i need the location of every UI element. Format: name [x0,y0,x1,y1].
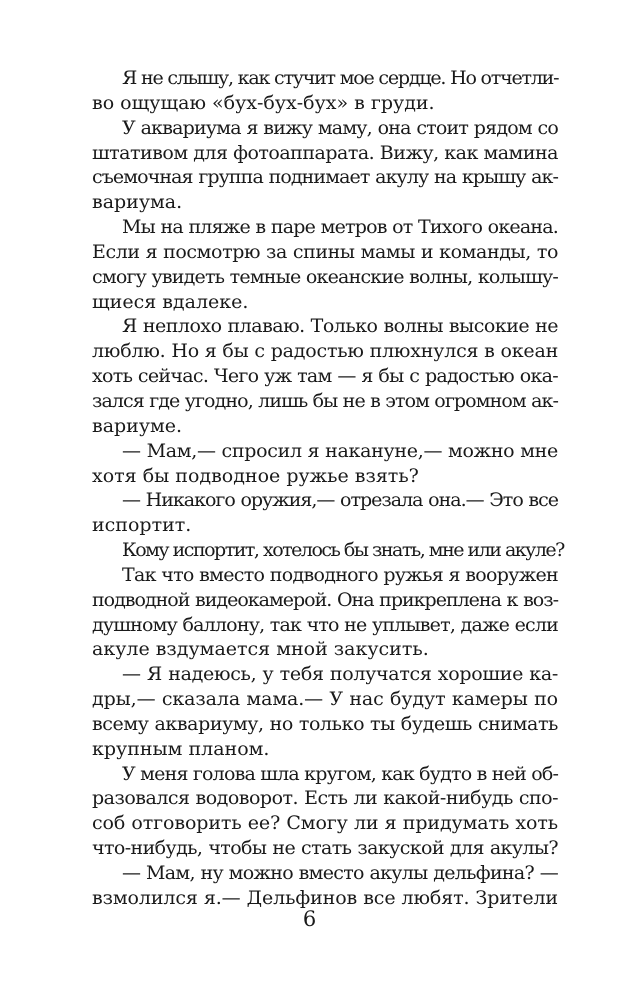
text-line: Мы на пляже в паре метров от Тихого океана. [122,216,558,239]
text-line: Так что вместо подводного ружья я вооружен [122,563,558,586]
text-line: щиеся вдалеке. [92,290,249,313]
text-line: У аквариума я вижу маму, она стоит рядом со [122,116,558,139]
text-line: люблю. Но я бы с радостью плюхнулся в океан [92,340,559,363]
text-line: У меня голова шла кругом, как будто в ней об- [122,762,559,785]
text-line: — Мам,— спросил я накануне,— можно мне [122,439,558,462]
text-line: зался где угодно, лишь бы не в этом огромном ак- [92,389,558,412]
text-line: хоть сейчас. Чего уж там — я бы с радостью ока- [92,365,558,388]
text-line: что-нибудь, чтобы не стать закуской для акулы? [92,837,558,860]
text-line: соб отговорить ее? Смогу ли я придумать хоть [92,812,558,835]
text-line: штативом для фотоаппарата. Вижу, как мамина [92,141,558,164]
text-line: акуле вздумается мной закусить. [92,638,429,661]
body-text [92,66,564,911]
text-line: дры,— сказала мама.— У нас будут камеры по [92,688,558,711]
text-line: подводной видеокамерой. Она прикреплена к воз- [92,588,558,611]
text-line: всему аквариуму, но только ты будешь снимать [92,712,558,735]
text-line: крупным планом. [92,737,270,760]
text-line: смогу увидеть темные океанские волны, колышу- [92,265,558,288]
text-line: Я не слышу, как стучит мое сердце. Но отчетли- [122,67,559,89]
text-line: испортит. [92,514,192,537]
text-line: Кому испортит, хотелось бы знать, мне или акуле? [122,539,564,562]
text-line: взмолился я.— Дельфинов все любят. Зрители [92,886,558,909]
text-line: — Мам, ну можно вместо акулы дельфина? — [122,862,558,884]
text-line: Если я посмотрю за спины мамы и команды, то [92,240,558,263]
page-number: 6 [302,907,317,931]
text-line: хотя бы подводное ружье взять? [92,464,419,487]
text-line: душному баллону, так что не уплывет, даже если [92,613,558,636]
text-line: вариуме. [92,414,183,437]
text-line: — Никакого оружия,— отрезала она.— Это все [122,489,558,512]
text-line: вариума. [92,191,183,214]
text-line: Я неплохо плаваю. Только волны высокие не [122,315,558,338]
text-line: — Я надеюсь, у тебя получатся хорошие ка- [122,663,558,686]
text-line: съемочная группа поднимает акулу на крышу ак- [92,166,558,189]
text-line: разовался водоворот. Есть ли какой-нибудь спо- [92,787,558,810]
text-line: во ощущаю «бух-бух-бух» в груди. [92,91,435,114]
